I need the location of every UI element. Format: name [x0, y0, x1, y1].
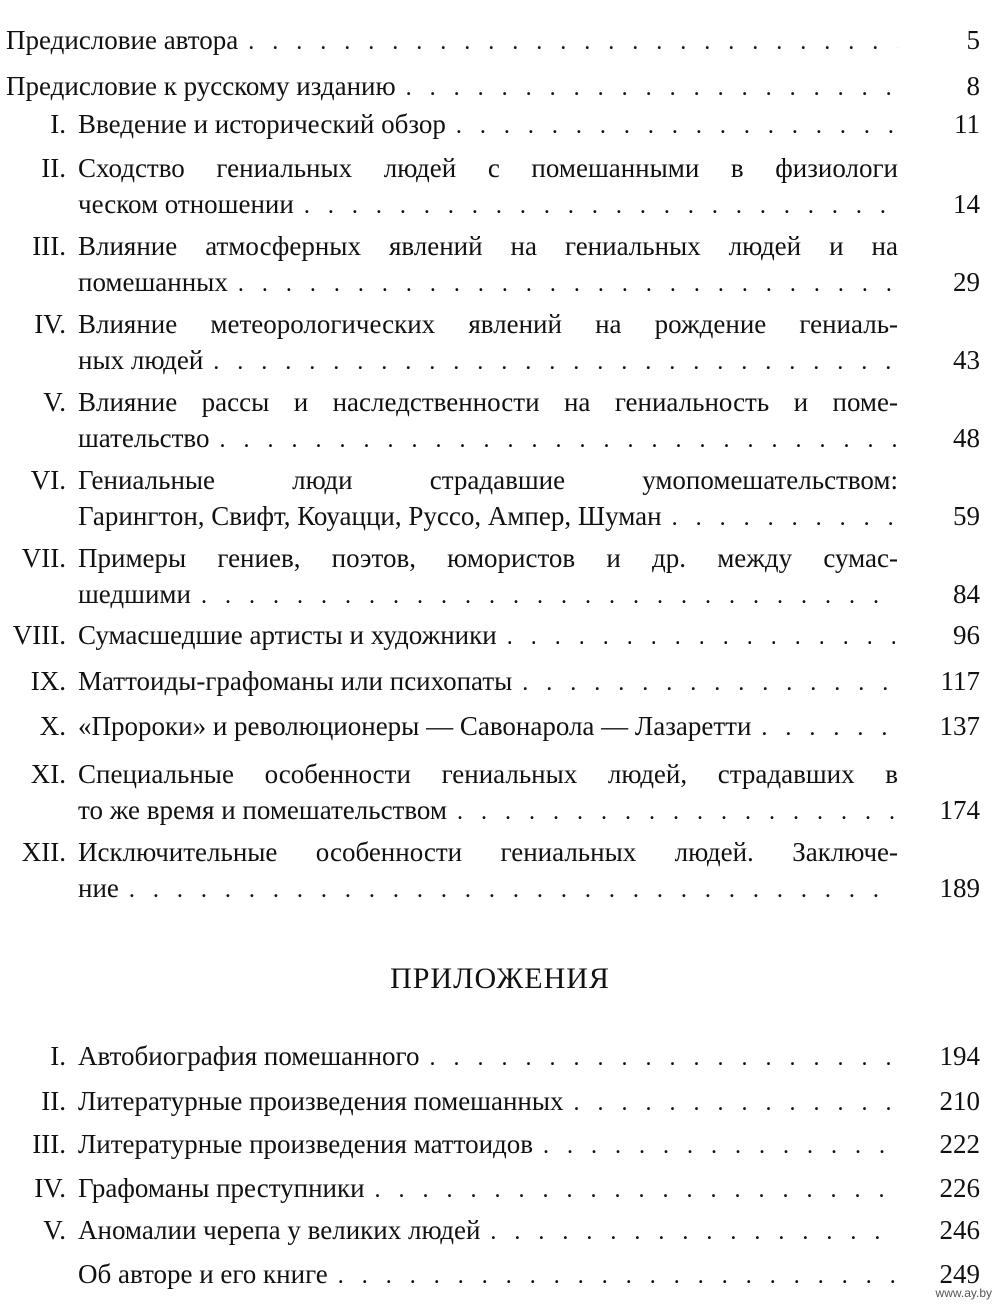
- entry-title-line: помешанных: [78, 267, 228, 297]
- page-number: 5: [966, 25, 980, 55]
- page-number: 194: [939, 1041, 980, 1071]
- entry-title-line: Введение и исторический обзор: [78, 109, 446, 139]
- entry-title-line: Предисловие к русскому изданию: [6, 71, 396, 101]
- chapter-number: X.: [39, 711, 66, 741]
- page-number: 48: [953, 423, 980, 453]
- entry-title: [6, 22, 898, 60]
- entry-title: [6, 68, 898, 106]
- entry-title: [78, 1083, 898, 1121]
- page-number: 59: [953, 501, 980, 531]
- dot-leader: [761, 710, 898, 746]
- dot-leader: [543, 1128, 898, 1164]
- dot-leader: [238, 266, 898, 302]
- chapter-number: IX.: [30, 666, 66, 696]
- watermark: www.ay.by: [935, 1286, 992, 1300]
- page-number: 249: [939, 1259, 980, 1289]
- chapter-number: III.: [32, 231, 66, 261]
- page-number: 29: [953, 267, 980, 297]
- page-number: 14: [953, 189, 980, 219]
- entry-title-line: Литературные произведения маттоидов: [78, 1129, 534, 1159]
- chapter-number: VII.: [21, 543, 66, 573]
- dot-leader: [129, 872, 898, 908]
- dot-leader: [490, 1214, 898, 1250]
- dot-leader: [375, 1172, 898, 1208]
- entry-title-line: Гарингтон, Свифт, Коуацци, Руссо, Ампер, Шуман: [78, 501, 662, 531]
- dot-leader: [457, 794, 898, 830]
- page-number: 174: [939, 795, 980, 825]
- dot-leader: [220, 422, 899, 458]
- entry-title-line: Влияние рассы и наследственности на гениальность и поме-: [78, 387, 898, 417]
- entry-title: [78, 1038, 898, 1076]
- appendix-heading: ПРИЛОЖЕНИЯ: [390, 962, 610, 995]
- dot-leader: [672, 500, 898, 536]
- dot-leader: [304, 188, 898, 224]
- page-number: 210: [939, 1086, 980, 1116]
- entry-title-line: ческом отношении: [78, 189, 294, 219]
- dot-leader: [201, 578, 898, 614]
- chapter-number: I.: [50, 1041, 66, 1071]
- dot-leader: [248, 24, 898, 60]
- entry-title: [78, 106, 898, 144]
- entry-title: [78, 384, 898, 458]
- entry-title-line: Предисловие автора: [6, 25, 239, 55]
- chapter-number: XII.: [21, 837, 66, 867]
- chapter-number: III.: [32, 1129, 66, 1159]
- entry-title: [78, 617, 898, 655]
- page-number: 84: [953, 579, 980, 609]
- entry-title: [78, 150, 898, 224]
- page-number: 222: [939, 1129, 980, 1159]
- entry-title: [78, 1126, 898, 1164]
- entry-title-line: Аномалии черепа у великих людей: [78, 1215, 481, 1245]
- entry-title-line: Сходство гениальных людей с помешанными в физиологи: [78, 153, 898, 183]
- entry-title: [78, 306, 898, 380]
- chapter-number: XI.: [30, 759, 66, 789]
- dot-leader: [522, 665, 898, 701]
- entry-title-line: то же время и помешательством: [78, 795, 447, 825]
- dot-leader: [574, 1085, 899, 1121]
- entry-title: [78, 834, 898, 908]
- page-number: 43: [953, 345, 980, 375]
- entry-title: [78, 708, 898, 746]
- chapter-number: V.: [43, 387, 66, 417]
- entry-title: [78, 228, 898, 302]
- page-number: 246: [939, 1215, 980, 1245]
- dot-leader: [507, 619, 898, 655]
- entry-title-line: Сумасшедшие артисты и художники: [78, 620, 497, 650]
- page-number: 117: [940, 666, 980, 696]
- entry-title-line: Специальные особенности гениальных людей, страдавших в: [78, 759, 898, 789]
- chapter-number: IV.: [34, 309, 66, 339]
- entry-title-line: Примеры гениев, поэтов, юмористов и др. между сумас-: [78, 543, 898, 573]
- entry-title-line: Влияние метеорологических явлений на рождение гениаль-: [78, 309, 898, 339]
- entry-title-line: Влияние атмосферных явлений на гениальных людей и на: [78, 231, 898, 261]
- entry-title-line: шательство: [78, 423, 210, 453]
- entry-title: [78, 756, 898, 830]
- entry-title-line: шедшими: [78, 579, 191, 609]
- entry-title-line: Графоманы преступники: [78, 1173, 365, 1203]
- entry-title-line: «Пророки» и революционеры — Савонарола — Лазаретти: [78, 711, 752, 741]
- page-number: 189: [939, 873, 980, 903]
- entry-title-line: Исключительные особенности гениальных людей. Заключе-: [78, 837, 898, 867]
- entry-title: [78, 1170, 898, 1208]
- entry-title: [78, 462, 898, 536]
- chapter-number: II.: [41, 153, 66, 183]
- entry-title-line: Маттоиды-графоманы или психопаты: [78, 666, 513, 696]
- entry-title-line: Об авторе и его книге: [78, 1259, 328, 1289]
- dot-leader: [429, 1040, 898, 1076]
- entry-title: [78, 1256, 898, 1294]
- dot-leader: [406, 70, 898, 106]
- chapter-number: VI.: [30, 465, 66, 495]
- chapter-number: VIII.: [12, 620, 66, 650]
- page-number: 8: [966, 71, 980, 101]
- chapter-number: II.: [41, 1086, 66, 1116]
- entry-title: [78, 1212, 898, 1250]
- chapter-number: I.: [50, 109, 66, 139]
- page-number: 11: [954, 109, 980, 139]
- entry-title: [78, 663, 898, 701]
- entry-title: [78, 540, 898, 614]
- dot-leader: [213, 344, 898, 380]
- dot-leader: [338, 1258, 898, 1294]
- page-number: 96: [953, 620, 980, 650]
- entry-title-line: Автобиография помешанного: [78, 1041, 420, 1071]
- entry-title-line: Литературные произведения помешанных: [78, 1086, 564, 1116]
- chapter-number: IV.: [34, 1173, 66, 1203]
- entry-title-line: Гениальные люди страдавшие умопомешательством:: [78, 465, 898, 495]
- page-number: 226: [939, 1173, 980, 1203]
- dot-leader: [456, 108, 898, 144]
- page-number: 137: [939, 711, 980, 741]
- chapter-number: V.: [43, 1215, 66, 1245]
- entry-title-line: ние: [78, 873, 119, 903]
- entry-title-line: ных людей: [78, 345, 204, 375]
